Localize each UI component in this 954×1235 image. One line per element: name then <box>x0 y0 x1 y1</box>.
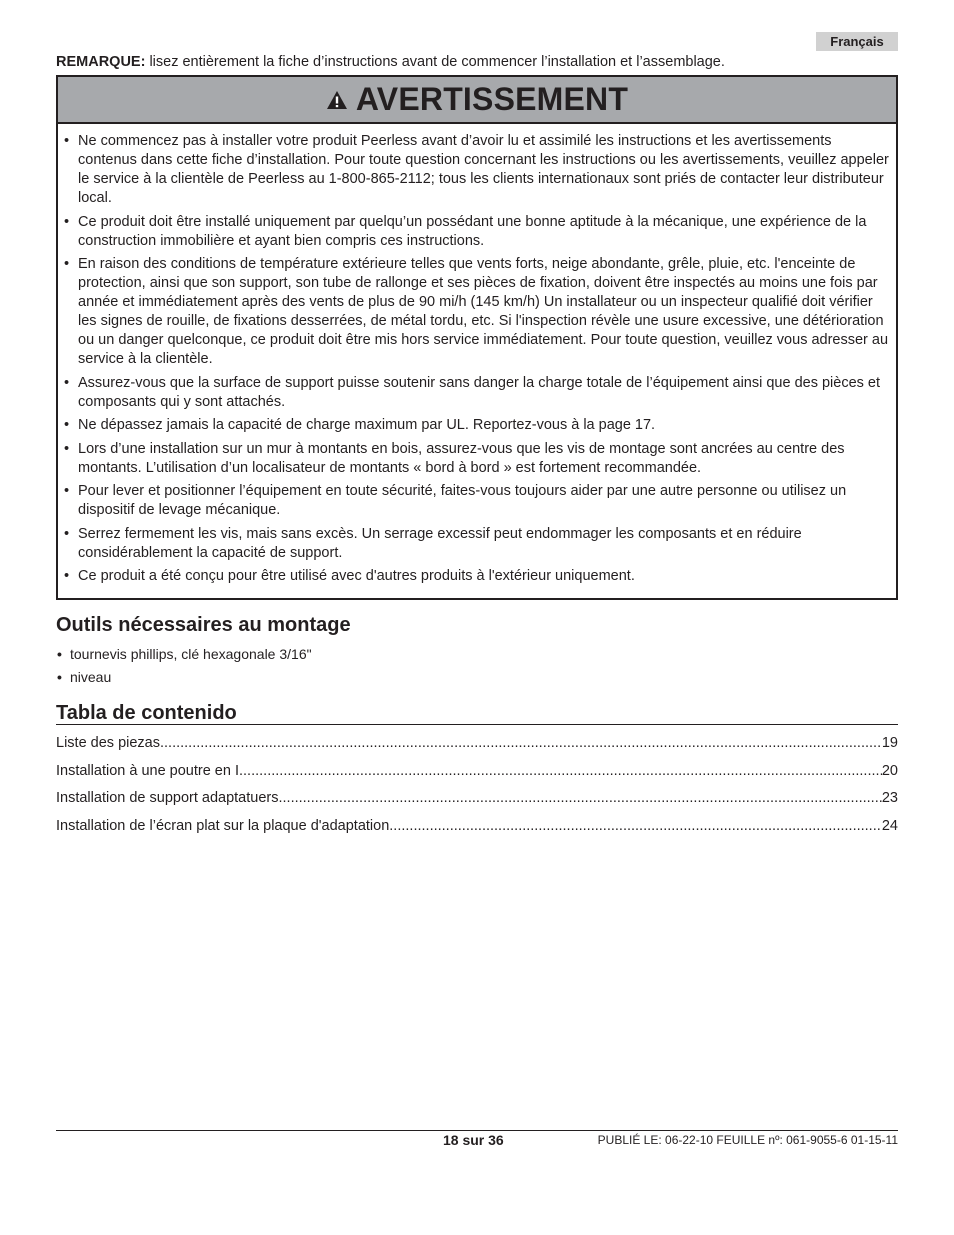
language-tab: Français <box>816 32 898 51</box>
warning-item: • Ce produit doit être installé uniquement par quelqu’un possédant une bonne aptitude à la mécanique, une expérience de la construction immobilière et ayant bien compris ces instructions. <box>64 213 890 251</box>
table-of-contents <box>56 733 898 843</box>
warning-triangle-icon <box>326 90 348 110</box>
toc-dot-leader <box>160 733 882 753</box>
toc-entry-label: Installation de support adaptatuers <box>56 790 279 806</box>
toc-entry-label: Installation de l’écran plat sur la plaque d'adaptation <box>56 817 390 834</box>
warning-item: • Assurez-vous que la surface de support puisse soutenir sans danger la charge totale de l’équipement ainsi que des pièces et composants qui y sont attachés. <box>64 374 890 412</box>
warning-item: • Ce produit a été conçu pour être utilisé avec d'autres produits à l'extérieur uniquement. <box>64 567 890 586</box>
publication-info: PUBLIÉ LE: 06-22-10 FEUILLE nº: 061-9055-6 01-15-11 <box>597 1133 898 1147</box>
installation-note <box>56 54 916 71</box>
warning-header <box>58 77 896 124</box>
note-label: REMARQUE: <box>56 54 146 70</box>
warning-box <box>56 75 898 600</box>
tool-item: • tournevis phillips, clé hexagonale 3/16" <box>56 643 312 666</box>
warning-list <box>58 124 896 586</box>
toc-entry-page: 24 <box>881 817 898 834</box>
tool-item: • niveau <box>56 666 312 689</box>
footer-divider <box>56 1130 898 1131</box>
toc-entry[interactable] <box>56 761 898 789</box>
toc-dot-leader <box>239 761 882 781</box>
tools-heading: Outils nécessaires au montage <box>56 614 351 636</box>
warning-item: • Ne dépassez jamais la capacité de charge maximum par UL. Reportez-vous à la page 17. <box>64 416 890 435</box>
page-number: 18 sur 36 <box>443 1132 504 1148</box>
warning-item: • Lors d’une installation sur un mur à montants en bois, assurez-vous que les vis de montage sont ancrées au centre des montants. L’utilisation d’un localisateur de montants « bord à bord » est fortement recommandée. <box>64 440 890 478</box>
warning-item: • Ne commencez pas à installer votre produit Peerless avant d’avoir lu et assimilé les instructions et les avertissements contenus dans cette fiche d’installation. Pour toute question concernant les instructions ou les avertissements, veuillez appeler le service à la clientèle de Peerless au 1-800-865-2112; tous les clients internationaux sont priés de contacter leur distributeur local. <box>64 132 890 208</box>
toc-entry-page: 23 <box>881 790 898 806</box>
toc-entry-label: Installation à une poutre en I <box>56 762 239 779</box>
warning-title: AVERTISSEMENT <box>355 81 629 117</box>
tools-list <box>56 643 312 689</box>
warning-item: • Pour lever et positionner l’équipement en toute sécurité, faites-vous toujours aider par une autre personne ou utilisez un dispositif de levage mécanique. <box>64 482 890 520</box>
warning-item: • Serrez fermement les vis, mais sans excès. Un serrage excessif peut endommager les composants et en réduire considérablement la capacité de support. <box>64 525 890 563</box>
toc-entry-page: 19 <box>881 735 898 751</box>
note-text: lisez entièrement la fiche d’instructions avant de commencer l’installation et l’assemblage. <box>145 54 725 70</box>
toc-dot-leader <box>389 816 882 836</box>
toc-entry[interactable] <box>56 733 898 761</box>
toc-dot-leader <box>278 788 881 808</box>
warning-item: • En raison des conditions de température extérieure telles que vents forts, neige abondante, grêle, pluie, etc. l'enceinte de protection, ainsi que son support, son tube de rallonge et ses pièces de fixation, doivent être inspectés au moins une fois par année et immédiatement après des vents de plus de 90 mi/h (145 km/h) Un installateur ou un inspecteur qualifié doit vérifier les signes de rouille, de fixations desserrées, de métal tordu, etc. Si l'inspection révèle une usure excessive, une détérioration ou un danger quelconque, ce produit doit être mis hors service immédiatement. Pour toute question, veuillez vous adresser au service à la clientèle. <box>64 255 890 369</box>
toc-heading: Tabla de contenido <box>56 702 898 725</box>
toc-entry[interactable] <box>56 816 898 844</box>
toc-entry-page: 20 <box>881 762 898 779</box>
toc-entry-label: Liste des piezas <box>56 735 160 751</box>
toc-entry[interactable] <box>56 788 898 816</box>
